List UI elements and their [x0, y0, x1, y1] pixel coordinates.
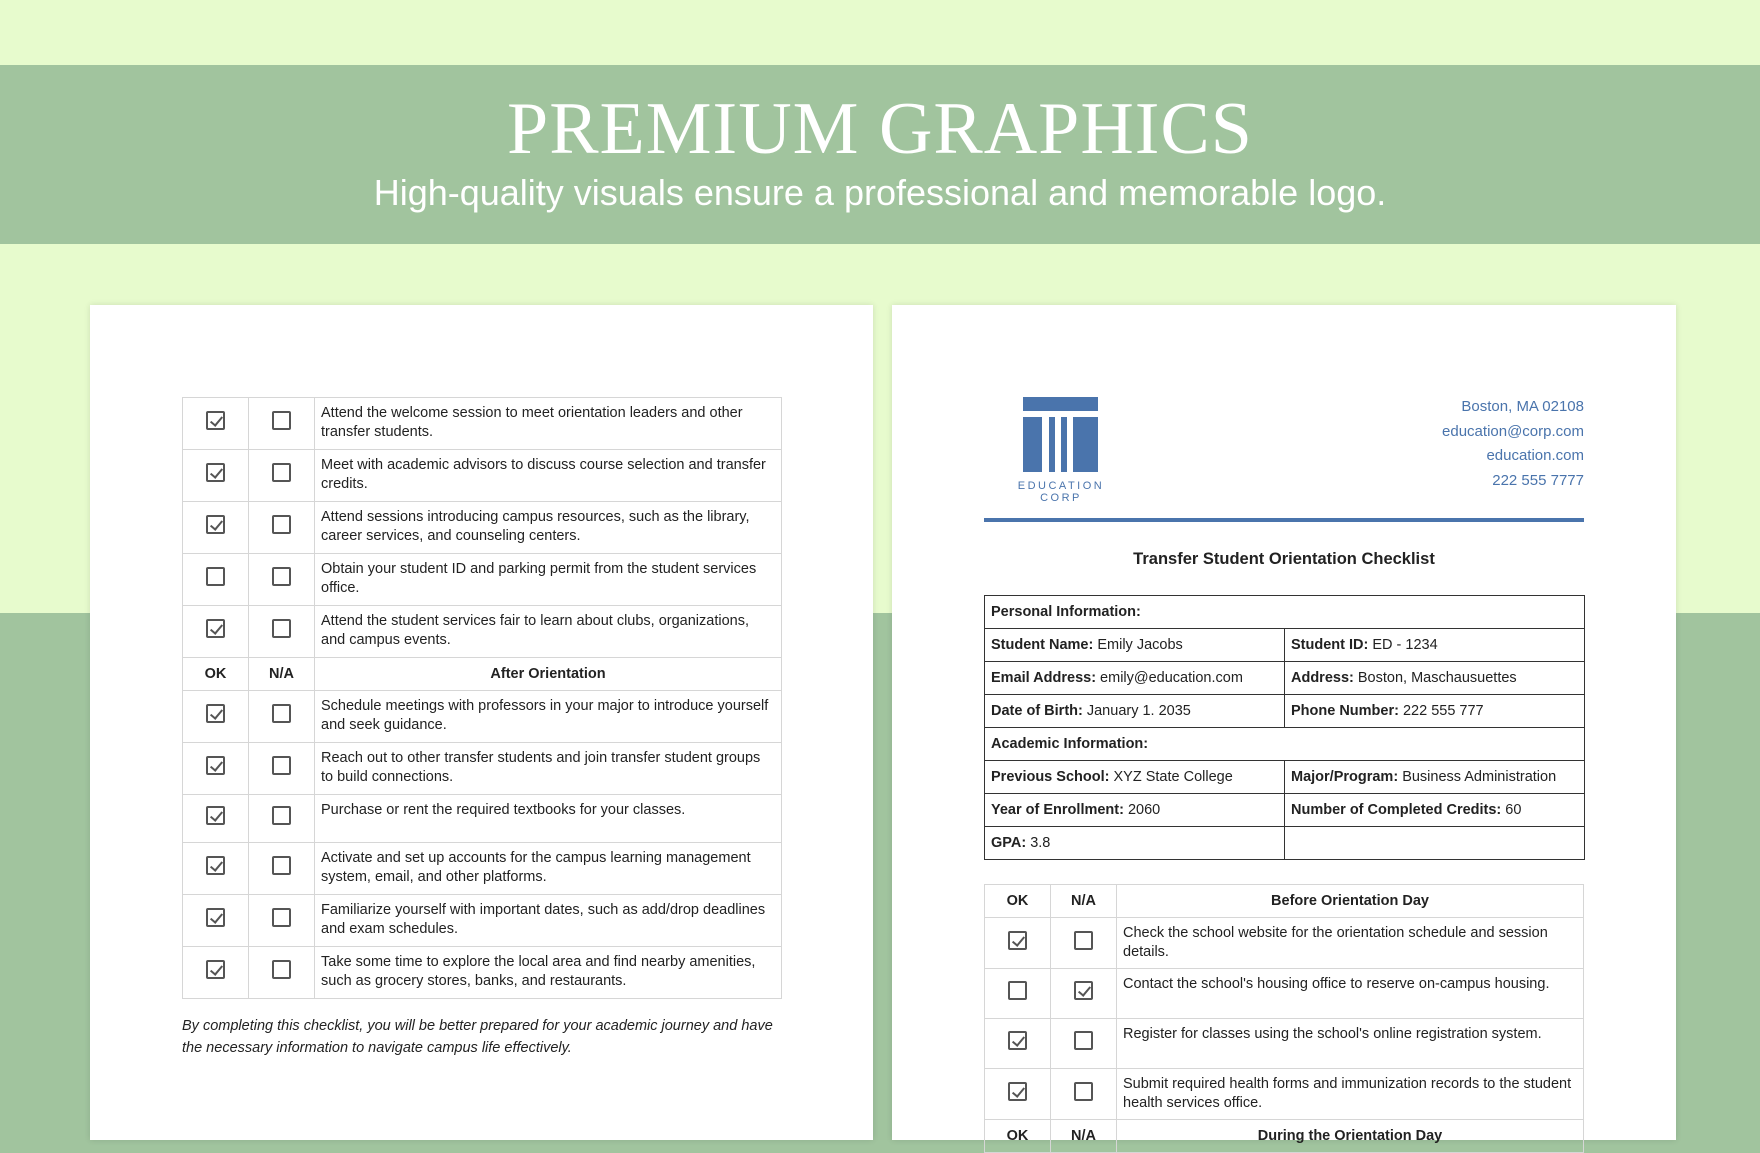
checklist-row — [985, 969, 1584, 1019]
checklist-row — [183, 450, 782, 502]
right-page — [892, 305, 1676, 1144]
banner — [0, 65, 1760, 244]
checklist-row — [183, 843, 782, 895]
checklist-row — [183, 502, 782, 554]
na-checkbox[interactable] — [272, 704, 291, 723]
ok-checkbox[interactable] — [206, 806, 225, 825]
closing-note: By completing this checklist, you will be better prepared for your academic journey and have the necessary information to navigate campus life effectively. — [182, 1018, 773, 1056]
checklist-row — [183, 895, 782, 947]
info-row — [985, 794, 1585, 827]
na-checkbox[interactable] — [272, 619, 291, 638]
task-text: Take some time to explore the local area and find nearby amenities, such as grocery stores, banks, and restaurants. — [315, 947, 782, 999]
na-checkbox[interactable] — [272, 567, 291, 586]
ok-column-header: OK — [985, 885, 1051, 918]
info-table — [984, 595, 1585, 860]
na-column-header: N/A — [1051, 1120, 1117, 1153]
info-cell: Major/Program: Business Administration — [1285, 761, 1585, 794]
section-title: After Orientation — [315, 658, 782, 691]
info-cell: Email Address: emily@education.com — [985, 662, 1285, 695]
na-checkbox[interactable] — [1074, 981, 1093, 1000]
info-row — [985, 662, 1585, 695]
na-checkbox[interactable] — [1074, 1031, 1093, 1050]
ok-checkbox[interactable] — [206, 756, 225, 775]
top-background — [0, 0, 1760, 65]
task-text: Submit required health forms and immunization records to the student health services office. — [1117, 1069, 1584, 1120]
document-title: Transfer Student Orientation Checklist — [1133, 550, 1435, 568]
ok-column-header: OK — [183, 658, 249, 691]
logo — [1023, 397, 1098, 472]
task-text: Check the school website for the orientation schedule and session details. — [1117, 918, 1584, 969]
na-checkbox[interactable] — [272, 960, 291, 979]
info-cell: Address: Boston, Maschausuettes — [1285, 662, 1585, 695]
section-header-after — [183, 658, 782, 691]
ok-checkbox[interactable] — [206, 619, 225, 638]
contact-address: Boston, MA 02108 — [1461, 398, 1584, 415]
checklist-row — [183, 606, 782, 658]
na-column-header: N/A — [1051, 885, 1117, 918]
task-text: Familiarize yourself with important dates, such as add/drop deadlines and exam schedules. — [315, 895, 782, 947]
ok-checkbox[interactable] — [1008, 1082, 1027, 1101]
section-title: During the Orientation Day — [1117, 1120, 1584, 1153]
info-row — [985, 695, 1585, 728]
task-text: Attend the welcome session to meet orientation leaders and other transfer students. — [315, 398, 782, 450]
ok-column-header: OK — [985, 1120, 1051, 1153]
checklist-row — [985, 918, 1584, 969]
info-row — [985, 629, 1585, 662]
info-cell: Year of Enrollment: 2060 — [985, 794, 1285, 827]
task-text: Reach out to other transfer students and join transfer student groups to build connections. — [315, 743, 782, 795]
ok-checkbox[interactable] — [206, 856, 225, 875]
checklist-row — [183, 743, 782, 795]
info-cell: Number of Completed Credits: 60 — [1285, 794, 1585, 827]
checklist-row — [985, 1069, 1584, 1120]
checklist-row — [183, 795, 782, 843]
info-cell: Phone Number: 222 555 777 — [1285, 695, 1585, 728]
task-text: Register for classes using the school's online registration system. — [1117, 1019, 1584, 1069]
contact-website[interactable]: education.com — [1486, 447, 1584, 464]
ok-checkbox[interactable] — [206, 463, 225, 482]
section-header-before — [985, 885, 1584, 918]
checklist-row — [183, 398, 782, 450]
na-checkbox[interactable] — [272, 463, 291, 482]
section-title: Before Orientation Day — [1117, 885, 1584, 918]
na-column-header: N/A — [249, 658, 315, 691]
na-checkbox[interactable] — [272, 908, 291, 927]
orientation-checklist-table — [984, 884, 1584, 1153]
task-text: Contact the school's housing office to reserve on-campus housing. — [1117, 969, 1584, 1019]
ok-checkbox[interactable] — [1008, 981, 1027, 1000]
ok-checkbox[interactable] — [1008, 931, 1027, 950]
info-cell — [1285, 827, 1585, 860]
logo-text: EDUCATION CORP — [1017, 480, 1105, 504]
na-checkbox[interactable] — [272, 856, 291, 875]
na-checkbox[interactable] — [272, 806, 291, 825]
na-checkbox[interactable] — [272, 515, 291, 534]
checklist-row — [183, 554, 782, 606]
personal-heading: Personal Information: — [985, 596, 1585, 629]
contact-info — [1442, 395, 1584, 493]
info-cell: Date of Birth: January 1. 2035 — [985, 695, 1285, 728]
task-text: Attend the student services fair to learn about clubs, organizations, and campus events. — [315, 606, 782, 658]
task-text: Schedule meetings with professors in your major to introduce yourself and seek guidance. — [315, 691, 782, 743]
divider — [984, 518, 1584, 522]
info-cell: Student ID: ED - 1234 — [1285, 629, 1585, 662]
banner-title: PREMIUM GRAPHICS — [507, 88, 1253, 170]
checklist-table — [182, 397, 782, 999]
na-checkbox[interactable] — [272, 756, 291, 775]
info-row — [985, 761, 1585, 794]
info-cell: Previous School: XYZ State College — [985, 761, 1285, 794]
ok-checkbox[interactable] — [206, 908, 225, 927]
contact-phone: 222 555 7777 — [1492, 471, 1584, 489]
checklist-row — [183, 947, 782, 999]
info-row — [985, 827, 1585, 860]
na-checkbox[interactable] — [1074, 931, 1093, 950]
info-cell: GPA: 3.8 — [985, 827, 1285, 860]
task-text: Purchase or rent the required textbooks for your classes. — [315, 795, 782, 843]
academic-heading: Academic Information: — [985, 728, 1585, 761]
task-text: Attend sessions introducing campus resources, such as the library, career services, and counseling centers. — [315, 502, 782, 554]
ok-checkbox[interactable] — [206, 960, 225, 979]
checklist-row — [183, 691, 782, 743]
ok-checkbox[interactable] — [206, 411, 225, 430]
ok-checkbox[interactable] — [206, 515, 225, 534]
ok-checkbox[interactable] — [206, 704, 225, 723]
info-cell: Student Name: Emily Jacobs — [985, 629, 1285, 662]
checklist-row — [985, 1019, 1584, 1069]
left-page — [90, 305, 873, 1140]
na-checkbox[interactable] — [272, 411, 291, 430]
task-text: Obtain your student ID and parking permit from the student services office. — [315, 554, 782, 606]
ok-checkbox[interactable] — [1008, 1031, 1027, 1050]
na-checkbox[interactable] — [1074, 1082, 1093, 1101]
task-text: Activate and set up accounts for the campus learning management system, email, and other platforms. — [315, 843, 782, 895]
ok-checkbox[interactable] — [206, 567, 225, 586]
banner-subtitle: High-quality visuals ensure a professional and memorable logo. — [373, 172, 1387, 213]
section-header-during — [985, 1120, 1584, 1153]
contact-email[interactable]: education@corp.com — [1442, 422, 1584, 440]
task-text: Meet with academic advisors to discuss course selection and transfer credits. — [315, 450, 782, 502]
